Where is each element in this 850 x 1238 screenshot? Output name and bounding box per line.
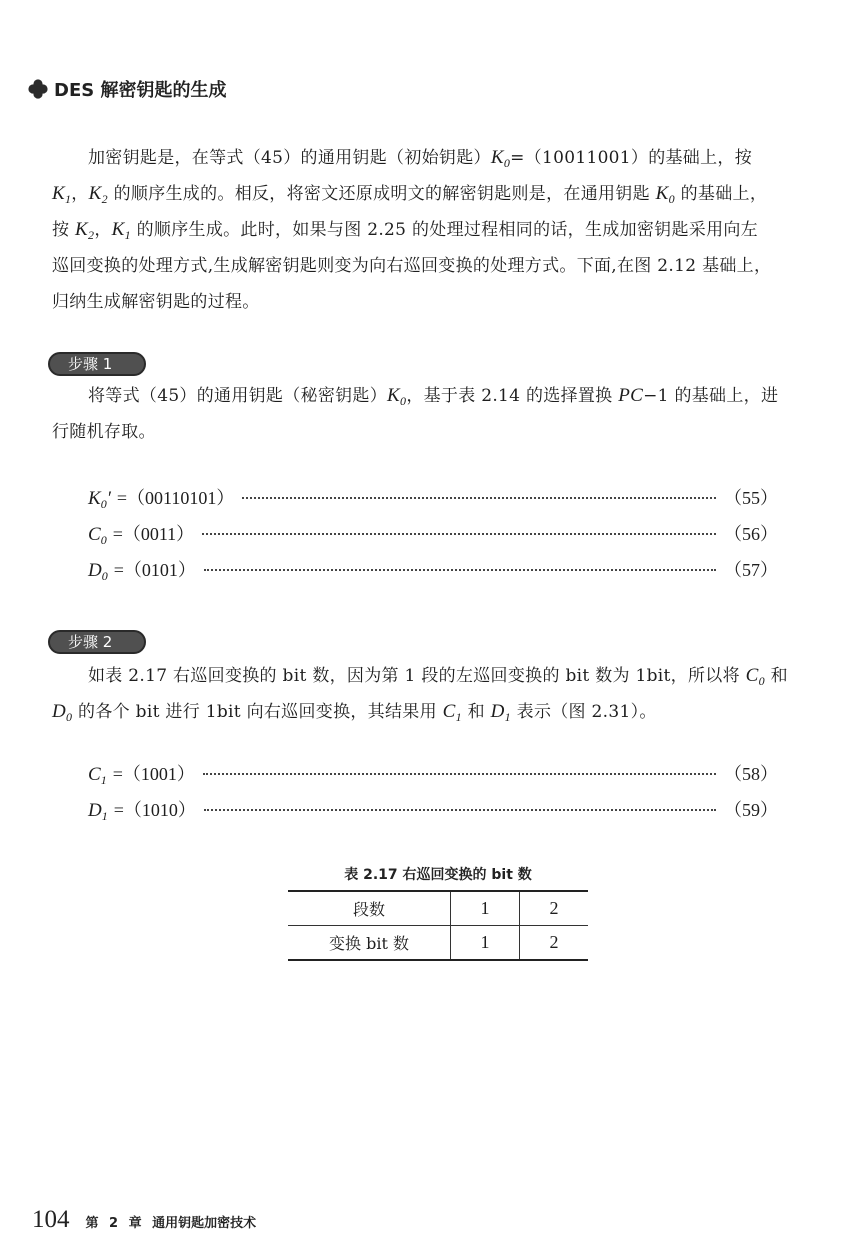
equation-variable — [88, 524, 107, 546]
math-variable — [618, 385, 643, 406]
variable-symbol: K — [111, 219, 125, 240]
text-run: 的顺序生成。此时，如果与图 2.25 的处理过程相同的话，生成加密钥匙采用向左 — [130, 220, 758, 240]
variable-symbol: K — [75, 219, 88, 240]
equation-row — [88, 796, 778, 832]
equation-value: =（0011） — [112, 524, 195, 544]
text-run: 的顺序生成的。相反，将密文还原成明文的解密钥匙则是，在通用钥匙 — [107, 184, 656, 204]
dotted-leader — [242, 497, 716, 499]
row-header: 段数 — [288, 891, 451, 926]
text-run: ，基于表 2.14 的选择置换 — [406, 386, 619, 406]
variable-subscript: 1 — [504, 710, 511, 724]
equation-value: =（1010） — [113, 800, 196, 820]
variable-symbol: C — [88, 524, 101, 545]
variable-subscript: 0 — [503, 156, 511, 170]
math-variable — [75, 219, 94, 240]
table-cell: 1 — [451, 926, 520, 961]
variable-symbol: C — [442, 701, 456, 722]
text-line — [52, 378, 832, 414]
dotted-leader — [203, 773, 716, 775]
variable-subscript: 1 — [64, 192, 72, 206]
text-line — [52, 658, 832, 694]
table-row — [288, 926, 588, 961]
variable-subscript: 0 — [758, 674, 765, 688]
math-variable — [443, 701, 462, 722]
variable-subscript: 1 — [124, 228, 131, 242]
page-number: 104 — [32, 1206, 70, 1233]
math-variable — [89, 183, 108, 204]
text-run: =（10011001）的基础上，按 — [510, 148, 753, 168]
equation-variable — [88, 800, 108, 822]
variable-symbol: K — [88, 183, 102, 204]
variable-subscript: 0 — [66, 710, 73, 724]
text-run: 按 — [52, 220, 76, 240]
variable-symbol: C — [88, 764, 101, 785]
variable-symbol: D — [490, 701, 505, 722]
equation-number: （57） — [724, 560, 778, 580]
text-run: 表示（图 2.31）。 — [510, 702, 657, 722]
step-2-badge: 步骤 2 — [48, 630, 146, 654]
variable-subscript: 0 — [100, 533, 107, 547]
math-variable — [491, 147, 510, 168]
variable-subscript: 0 — [400, 394, 407, 408]
text-line — [52, 248, 832, 284]
math-variable — [387, 385, 406, 406]
variable-symbol: K — [490, 147, 504, 168]
table-row — [288, 891, 588, 926]
text-line — [52, 176, 832, 212]
text-run: 和 — [764, 666, 788, 686]
variable-subscript: 2 — [88, 228, 95, 242]
equation-number: （56） — [724, 524, 778, 544]
text-run: 和 — [461, 702, 491, 722]
step-1-paragraph — [52, 378, 832, 450]
step-2-paragraph — [52, 658, 832, 730]
math-variable — [52, 183, 71, 204]
text-line — [52, 694, 832, 730]
text-run: 巡回变换的处理方式,生成解密钥匙则变为向右巡回变换的处理方式。下面,在图 2.12 基础上， — [52, 256, 772, 276]
text-run: −1 的基础上，进 — [643, 386, 779, 406]
math-variable — [746, 665, 765, 686]
variable-subscript: 2 — [101, 192, 108, 206]
prime-mark: ′ — [106, 488, 111, 509]
text-run: 将等式（45）的通用钥匙（秘密钥匙） — [88, 386, 388, 406]
step-1-equations — [88, 484, 778, 592]
bit-shift-table — [288, 890, 588, 961]
text-line — [52, 284, 832, 320]
chapter-title: 第 2 章 通用钥匙加密技术 — [85, 1216, 257, 1231]
variable-symbol: D — [88, 800, 102, 821]
variable-subscript: 0 — [668, 192, 675, 206]
text-line — [52, 140, 832, 176]
equation-row — [88, 484, 778, 520]
text-run: 行随机存取。 — [52, 422, 156, 442]
table-caption: 表 2.17 右巡回变换的 bit 数 — [344, 867, 532, 883]
variable-subscript: 1 — [100, 773, 107, 787]
text-run: ， — [71, 184, 89, 204]
equation-number: （58） — [724, 764, 778, 784]
page-footer — [32, 1206, 256, 1234]
variable-symbol: C — [745, 665, 759, 686]
equation-row — [88, 556, 778, 592]
text-run: 归纳生成解密钥匙的过程。 — [52, 292, 260, 312]
equation-number: （59） — [724, 800, 778, 820]
table-cell: 2 — [520, 891, 589, 926]
equation-variable — [88, 764, 107, 786]
text-run: 如表 2.17 右巡回变换的 bit 数，因为第 1 段的左巡回变换的 bit 数为 1bit，所以将 — [88, 666, 746, 686]
dotted-leader — [204, 569, 716, 571]
equation-variable — [88, 560, 108, 582]
variable-subscript: 1 — [101, 809, 108, 823]
dotted-leader — [202, 533, 716, 535]
text-run: ， — [94, 220, 112, 240]
equation-row — [88, 760, 778, 796]
table-cell: 2 — [520, 926, 589, 961]
math-variable — [52, 701, 72, 722]
text-run: 的基础上， — [674, 184, 768, 204]
equation-variable — [88, 488, 111, 510]
text-line — [52, 414, 832, 450]
variable-subscript: 0 — [100, 497, 107, 511]
step-1-badge: 步骤 1 — [48, 352, 146, 376]
text-line — [52, 212, 832, 248]
equation-row — [88, 520, 778, 556]
dotted-leader — [204, 809, 716, 811]
intro-paragraph — [52, 140, 832, 320]
equation-value: =（1001） — [112, 764, 195, 784]
section-title: DES 解密钥匙的生成 — [54, 80, 227, 101]
clover-icon — [28, 79, 48, 99]
section-heading — [28, 76, 226, 102]
equation-number: （55） — [724, 488, 778, 508]
row-header: 变换 bit 数 — [288, 926, 451, 961]
variable-symbol: PC — [618, 385, 644, 406]
equation-value: =（00110101） — [116, 488, 235, 508]
variable-symbol: K — [88, 488, 101, 509]
variable-symbol: K — [387, 385, 401, 406]
variable-subscript: 1 — [455, 710, 462, 724]
variable-symbol: K — [655, 183, 669, 204]
text-run: 的各个 bit 进行 1bit 向右巡回变换，其结果用 — [72, 702, 443, 722]
equation-value: =（0101） — [113, 560, 196, 580]
math-variable — [491, 701, 511, 722]
text-run: 加密钥匙是，在等式（45）的通用钥匙（初始钥匙） — [88, 148, 491, 168]
variable-symbol: D — [88, 560, 102, 581]
math-variable — [656, 183, 675, 204]
table-cell: 1 — [451, 891, 520, 926]
math-variable — [112, 219, 131, 240]
variable-symbol: D — [52, 701, 67, 722]
step-2-equations — [88, 760, 778, 832]
variable-subscript: 0 — [101, 569, 108, 583]
variable-symbol: K — [52, 183, 65, 204]
